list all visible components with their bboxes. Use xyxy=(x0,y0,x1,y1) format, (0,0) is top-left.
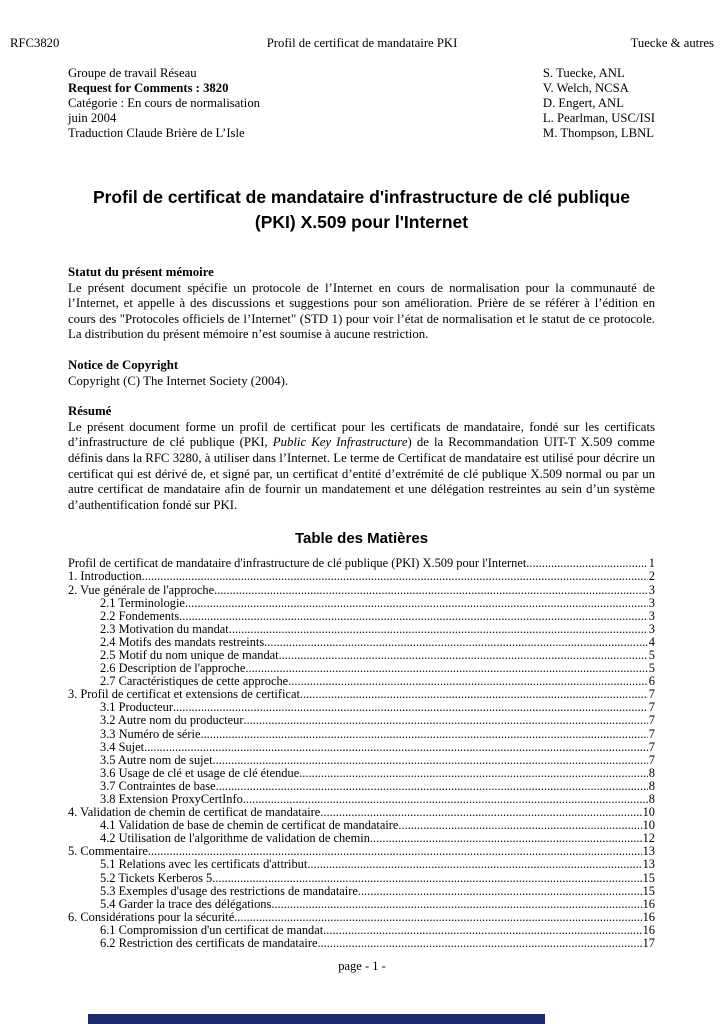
toc-page-number: 6 xyxy=(648,674,655,689)
document-header xyxy=(10,36,714,51)
section-body-statut: Le présent document spécifie un protocole de l’Internet en cours de normalisation pour la communauté de l’Internet, et appelle à des discussions et suggestions pour son amélioration. Prière de se référer à l’édition en cours des "Protocoles officiels de l’Internet" (STD 1) pour voir l’état de normalisation et le statut de ce protocole. La distribution du présent mémoire n’est soumise à aucune restriction. xyxy=(68,280,655,342)
toc-page-number: 13 xyxy=(642,844,655,859)
toc-entry xyxy=(68,741,655,754)
toc-entry xyxy=(68,570,655,583)
toc-dot-leader xyxy=(398,819,641,832)
toc-entry xyxy=(68,858,655,871)
toc-dot-leader xyxy=(216,780,648,793)
toc-page-number: 7 xyxy=(648,752,655,767)
title-line-1: Profil de certificat de mandataire d'infrastructure de clé publique xyxy=(92,187,631,207)
toc-entry-label: 3.7 Contraintes de base xyxy=(100,778,216,793)
toc-dot-leader xyxy=(144,741,648,754)
meta-line: Request for Comments : 3820 xyxy=(68,81,229,95)
toc-entry-label: 3.1 Producteur xyxy=(100,700,173,715)
toc-entry xyxy=(68,937,655,950)
resume-text-post: ) de la Recommandation UIT-T X.509 comme définis dans la RFC 3280, à utiliser dans l’Internet. Le terme de Certificat de mandataire est utilisé pour décrire un certificat qui est dérivé de, et signé par, un certificat d’entité d’extrémité de clé publique X.509 normal ou par un autre certificat de mandataire afin de fournir un mandatement et une délégation restreintes au sein d’un système d’authentification fondé sur PKI. xyxy=(68,435,655,512)
toc-entry-label: 3.5 Autre nom de sujet xyxy=(100,752,213,767)
author-line: M. Thompson, LBNL xyxy=(542,126,655,140)
toc-page-number: 3 xyxy=(648,595,655,610)
toc-dot-leader xyxy=(271,898,641,911)
toc-page-number: 13 xyxy=(642,857,655,872)
toc-entry-label: 3. Profil de certificat et extensions de certificat xyxy=(68,687,300,702)
meta-left xyxy=(68,66,260,141)
toc-entry xyxy=(68,636,655,649)
meta-line: Groupe de travail Réseau xyxy=(68,66,197,80)
toc-page-number: 7 xyxy=(648,739,655,754)
toc-page-number: 3 xyxy=(648,582,655,597)
toc-entry-label: 2.3 Motivation du mandat xyxy=(100,621,229,636)
toc-entry xyxy=(68,714,655,727)
document-meta xyxy=(68,66,655,141)
meta-line: Catégorie : En cours de normalisation xyxy=(68,96,261,110)
toc-entry-label: 2.6 Description de l'approche xyxy=(100,661,246,676)
author-line: S. Tuecke, ANL xyxy=(542,66,625,80)
toc-page-number: 8 xyxy=(648,792,655,806)
section-resume xyxy=(68,404,655,513)
toc-entry-label: 3.4 Sujet xyxy=(100,739,145,754)
toc-entry xyxy=(68,832,655,845)
header-running-title: Profil de certificat de mandataire PKI xyxy=(266,36,458,50)
section-copyright xyxy=(68,358,655,389)
toc-entry-label: 3.2 Autre nom du producteur xyxy=(100,713,244,728)
author-line: D. Engert, ANL xyxy=(542,96,624,110)
page-footer: page - 1 - xyxy=(338,959,386,973)
toc-page-number: 15 xyxy=(642,883,655,898)
toc-entry-label: 2.5 Motif du nom unique de mandat xyxy=(100,647,279,662)
section-heading-resume: Résumé xyxy=(68,404,112,419)
toc-entry-label: 6. Considérations pour la sécurité xyxy=(68,909,235,924)
section-body-resume xyxy=(68,420,655,514)
toc-entry-label: 5. Commentaire xyxy=(68,844,148,859)
toc-entry xyxy=(68,898,655,911)
resume-text-pre: Le présent document forme un profil de certificat pour les certificats de mandataire, fondé sur les certificats d’infrastructure de clé publique (PKI, xyxy=(68,419,655,450)
toc-page-number: 16 xyxy=(642,922,655,937)
toc-entry xyxy=(68,754,655,767)
toc-entry xyxy=(68,885,655,898)
toc-entry xyxy=(68,872,655,885)
meta-line: Traduction Claude Brière de L’Isle xyxy=(68,126,245,140)
toc-entry xyxy=(68,610,655,623)
toc-entry-label: 5.1 Relations avec les certificats d'attribut xyxy=(100,857,308,872)
section-statut xyxy=(68,265,655,343)
toc-entry-label: 4.2 Utilisation de l'algorithme de validation de chemin xyxy=(100,831,370,846)
toc-page-number: 7 xyxy=(648,726,655,741)
toc-dot-leader xyxy=(299,767,648,780)
toc-dot-leader xyxy=(317,937,641,950)
toc-page-number: 5 xyxy=(648,647,655,662)
toc-dot-leader xyxy=(264,636,648,649)
toc-page-number: 10 xyxy=(642,818,655,833)
section-heading-statut: Statut du présent mémoire xyxy=(68,265,214,279)
toc-dot-leader xyxy=(323,924,641,937)
toc-dot-leader xyxy=(142,570,648,583)
meta-line: juin 2004 xyxy=(68,111,117,125)
toc-page-number: 3 xyxy=(648,621,655,636)
toc-dot-leader xyxy=(229,623,648,636)
document-title xyxy=(68,185,655,235)
section-body-copyright: Copyright (C) The Internet Society (2004). xyxy=(68,373,289,388)
toc-dot-leader xyxy=(179,610,648,623)
document-content xyxy=(68,66,655,950)
toc-entry xyxy=(68,584,655,597)
toc-entry xyxy=(68,767,655,780)
toc-page-number: 15 xyxy=(642,870,655,885)
header-authors-short: Tuecke & autres xyxy=(630,36,714,50)
toc-dot-leader xyxy=(214,584,648,597)
toc-entry-label: 5.3 Exemples d'usage des restrictions de mandataire xyxy=(100,883,358,898)
toc-list xyxy=(68,557,655,950)
author-line: V. Welch, NCSA xyxy=(542,81,629,95)
toc-entry-label: 2.2 Fondements xyxy=(100,608,180,623)
toc-page-number: 2 xyxy=(648,569,655,584)
toc-page-number: 3 xyxy=(648,608,655,623)
toc-dot-leader xyxy=(244,714,648,727)
toc-entry-label: 6.2 Restriction des certificats de mandataire xyxy=(100,936,318,951)
toc-entry-label: 3.3 Numéro de série xyxy=(100,726,201,741)
toc-page-number: 7 xyxy=(648,687,655,702)
toc-entry-label: 3.6 Usage de clé et usage de clé étendue xyxy=(100,765,300,780)
toc-dot-leader xyxy=(288,675,648,688)
toc-entry xyxy=(68,728,655,741)
toc-dot-leader xyxy=(212,872,641,885)
toc-entry xyxy=(68,557,655,570)
toc-entry-label: 2. Vue générale de l'approche xyxy=(68,582,215,597)
toc-page-number: 7 xyxy=(648,713,655,728)
toc-page-number: 7 xyxy=(648,700,655,715)
section-heading-copyright: Notice de Copyright xyxy=(68,357,179,372)
toc-entry-label: 5.4 Garder la trace des délégations xyxy=(100,896,272,911)
toc-dot-leader xyxy=(300,688,648,701)
toc-dot-leader xyxy=(370,832,642,845)
toc-entry-label: 3.8 Extension ProxyCertInfo xyxy=(100,792,243,806)
toc-entry-label: Profil de certificat de mandataire d'infrastructure de clé publique (PKI) X.509 pour l'Internet xyxy=(68,556,527,571)
toc-dot-leader xyxy=(245,662,647,675)
toc-entry-label: 2.1 Terminologie xyxy=(100,595,185,610)
toc-entry-label: 1. Introduction xyxy=(68,569,142,584)
resume-italic-term: Public Key Infrastructure xyxy=(272,435,408,450)
meta-authors xyxy=(543,66,655,141)
toc-entry-label: 5.2 Tickets Kerberos 5 xyxy=(100,870,213,885)
toc-dot-leader xyxy=(185,597,648,610)
toc-page-number: 8 xyxy=(648,778,655,793)
toc-dot-leader xyxy=(173,701,648,714)
toc-page-number: 1 xyxy=(648,556,655,571)
toc-page-number: 12 xyxy=(642,831,655,846)
toc-entry xyxy=(68,597,655,610)
toc-dot-leader xyxy=(279,649,648,662)
header-doc-id: RFC3820 xyxy=(10,36,60,50)
toc-dot-leader xyxy=(358,885,642,898)
toc-entry-label: 4. Validation de chemin de certificat de mandataire xyxy=(68,805,321,820)
toc-page-number: 16 xyxy=(642,896,655,911)
toc-entry-label: 2.7 Caractéristiques de cette approche xyxy=(100,674,289,689)
toc-entry-label: 2.4 Motifs des mandats restreints xyxy=(100,634,265,649)
toc-page-number: 10 xyxy=(642,805,655,820)
toc-entry-label: 6.1 Compromission d'un certificat de mandat xyxy=(100,922,324,937)
toc-entry-label: 4.1 Validation de base de chemin de certificat de mandataire xyxy=(100,818,399,833)
toc-dot-leader xyxy=(234,911,641,924)
toc-page-number: 16 xyxy=(642,909,655,924)
toc-page-number: 8 xyxy=(648,765,655,780)
toc-page-number: 4 xyxy=(648,634,655,649)
toc-entry xyxy=(68,911,655,924)
toc-entry xyxy=(68,623,655,636)
toc-dot-leader xyxy=(526,557,648,570)
toc-page-number: 17 xyxy=(642,936,655,951)
toc-heading: Table des Matières xyxy=(294,530,429,548)
title-line-2: (PKI) X.509 pour l'Internet xyxy=(254,212,469,232)
bottom-bar xyxy=(88,1014,545,1024)
toc-dot-leader xyxy=(307,858,641,871)
toc-dot-leader xyxy=(213,754,648,767)
toc-page-number: 5 xyxy=(648,661,655,676)
author-line: L. Pearlman, USC/ISI xyxy=(542,111,655,125)
toc-dot-leader xyxy=(200,728,647,741)
